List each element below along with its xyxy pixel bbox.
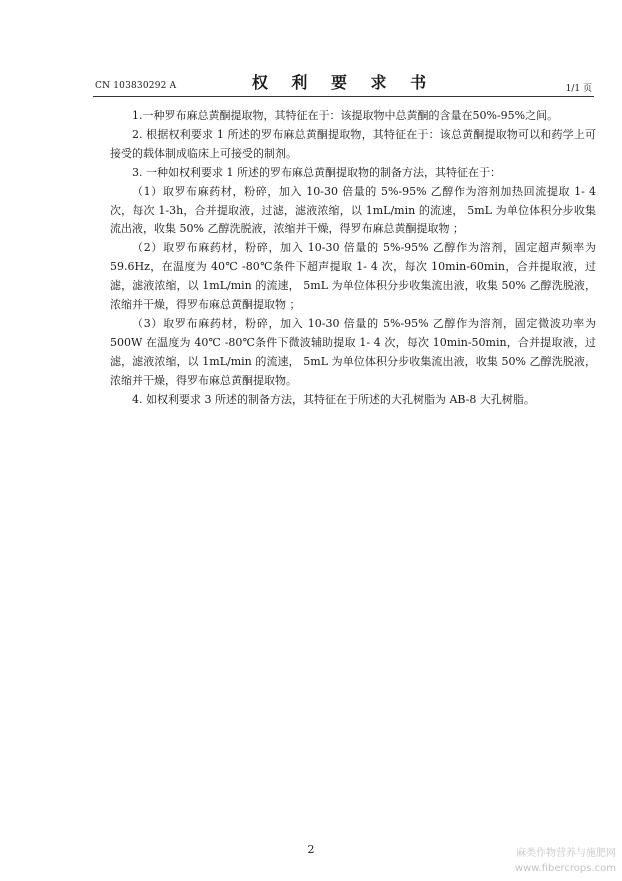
claim-3: 3. 一种如权利要求 1 所述的罗布麻总黄酮提取物的制备方法，其特征在于：	[132, 165, 501, 179]
claim-3-method-3: （3）取罗布麻药材，粉碎，加入 10-30 倍量的 5%-95% 乙醇作为溶剂，固定微波功率为 500W 在温度为 40℃ -80℃条件下微波辅助提取 1- 4 次，每次 10min-50min，合并提取液，过滤，滤液浓缩，以 1mL/min 的流速， 5mL 为单位体积分步收集流出液，收集 50% 乙醇洗脱液，浓缩并干燥，得罗布麻总黄酮提取物。	[110, 316, 596, 387]
header-rule	[93, 96, 594, 97]
page-number: 2	[307, 843, 315, 856]
watermark-line-2: www.fibercrops.com	[514, 863, 616, 874]
claim-2: 2. 根据权利要求 1 所述的罗布麻总黄酮提取物，其特征在于：该总黄酮提取物可以和药学上可接受的载体制成临床上可接受的制剂。	[110, 127, 596, 160]
document-header	[93, 70, 594, 98]
watermark-line-1: 麻类作物营养与施肥网	[516, 848, 616, 859]
claim-4: 4. 如权利要求 3 所述的制备方法，其特征在于所述的大孔树脂为 AB-8 大孔树脂。	[132, 392, 535, 406]
claim-1: 1.一种罗布麻总黄酮提取物，其特征在于：该提取物中总黄酮的含量在50%-95%之间。	[132, 109, 559, 122]
claim-3-method-2: （2）取罗布麻药材，粉碎，加入 10-30 倍量的 5%-95% 乙醇作为溶剂，固定超声频率为 59.6Hz，在温度为 40℃ -80℃条件下超声提取 1- 4 次，每次 10min-60min，合并提取液，过滤，滤液浓缩，以 1mL/min 的流速， 5mL 为单位体积分步收集流出液，收集 50% 乙醇洗脱液，浓缩并干燥，得罗布麻总黄酮提取物 ；	[110, 241, 596, 312]
document-title: 权 利 要 求 书	[251, 73, 436, 92]
watermark	[515, 846, 616, 876]
patent-number: CN 103830292 A	[95, 81, 177, 91]
claim-3-method-1: （1）取罗布麻药材，粉碎，加入 10-30 倍量的 5%-95% 乙醇作为溶剂加热回流提取 1- 4 次，每次 1-3h，合并提取液，过滤，滤液浓缩，以 1mL/min 的流速， 5mL 为单位体积分步收集流出液，收集 50% 乙醇洗脱液，浓缩并干燥，得罗布麻总黄酮提取物 ；	[110, 184, 596, 236]
claims-body	[110, 107, 596, 410]
page-info: 1/1 页	[565, 84, 592, 94]
